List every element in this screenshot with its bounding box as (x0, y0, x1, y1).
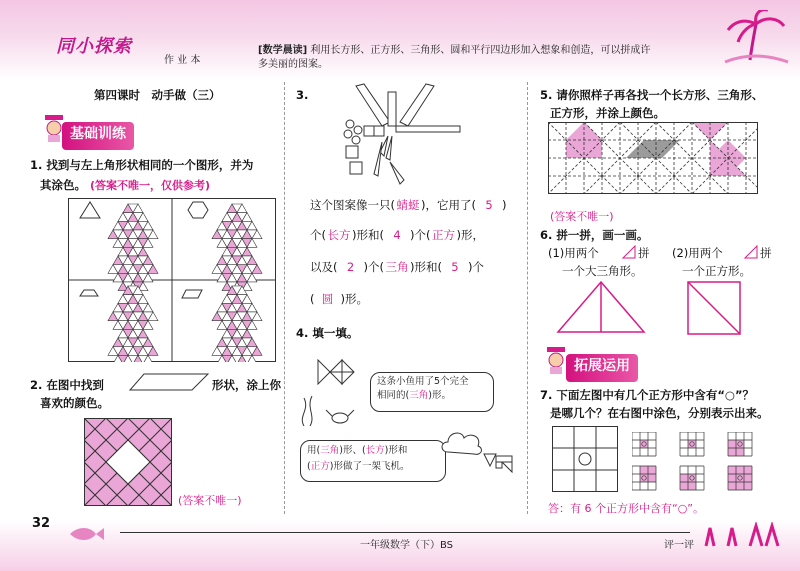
q3-answer-4: 4 (393, 228, 401, 242)
fish-speech-bubble (370, 372, 494, 412)
q5-dashed-grid (548, 122, 758, 194)
q3-text: )形， (456, 228, 484, 242)
q3-answer-5: 正方 (431, 228, 455, 242)
q7-answer-grids (632, 432, 772, 494)
student-mascot-icon (42, 112, 66, 142)
tip-label: [数学晨读] (258, 45, 308, 56)
q1-figure-grid (68, 198, 276, 362)
fish-icon (66, 524, 106, 544)
q3-text: )形和( (409, 260, 442, 274)
q5-text-line1: 5. 请你照样子再各找一个长方形、三角形、 (540, 88, 764, 102)
q4-title: 4. 填一填。 (296, 326, 359, 340)
q3-answer-3: 长方 (327, 228, 351, 242)
fish-figure (316, 356, 356, 390)
q3-text: 以及( (310, 260, 338, 274)
lesson-title: 第四课时 动手做（三） (94, 88, 221, 102)
bubble2-text: )形做了一架飞机。 (329, 461, 410, 472)
q2-hint: (答案不唯一) (178, 494, 242, 507)
small-triangle-icon (744, 245, 758, 259)
q7-text-line2: 是哪几个？在右图中涂色，分别表示出来。 (550, 406, 769, 420)
q6-part1-verb: 拼 (638, 246, 650, 260)
q5-text-line2: 正方形，并涂上颜色。 (550, 106, 665, 120)
bubble2-answer-2: 长方 (365, 445, 385, 456)
q5-hint: (答案不唯一) (550, 210, 614, 223)
bubble2-answer-3: 正方 (310, 461, 330, 472)
q6-part1-goal: 一个大三角形。 (562, 264, 643, 278)
footer-rating-text: 评一评 (664, 540, 694, 551)
bubble2-text: 用( (307, 445, 321, 456)
column-divider-1 (284, 82, 285, 514)
q3-answer-8: 5 (451, 260, 459, 274)
parallelogram-icon (128, 372, 210, 392)
q7-answer-grid (680, 466, 704, 490)
reading-tip (258, 44, 658, 72)
section-extend-badge: 拓展运用 (566, 354, 638, 382)
q3-text: )形。 (340, 292, 368, 306)
q7-text-line1: 7. 下面左图中有几个正方形中含有“○”？ (540, 388, 755, 402)
dragonfly-figure (326, 80, 466, 192)
bubble1-text: 相同的( (377, 390, 410, 401)
plane-figure (482, 446, 518, 476)
palm-tree-icon (720, 10, 790, 65)
cloud-icon (440, 428, 484, 458)
rating-hands-icon (702, 522, 780, 548)
q3-text: )个( (363, 260, 384, 274)
footer-rule (120, 532, 690, 533)
q3-answer-9: 圆 (321, 292, 334, 306)
footer-center-text: 一年级数学（下）BS (360, 540, 454, 551)
q2-text-line2: 喜欢的颜色。 (40, 396, 109, 410)
q3-answer-2: 5 (485, 198, 493, 212)
q6-part2-label: (2)用两个 (672, 246, 723, 260)
small-triangle-icon (622, 245, 636, 259)
q3-text: )，它用了( (421, 198, 476, 212)
q6-part1-label: (1)用两个 (548, 246, 599, 260)
bubble1-line1: 这条小鱼用了5个完全 (377, 376, 469, 387)
q1-hint: (答案不唯一，仅供参考) (90, 179, 211, 192)
workbook-tag: 作 业 本 (164, 55, 201, 66)
q3-text: 个( (310, 228, 326, 242)
q7-answer: 答：有 6 个正方形中含有“○”。 (548, 502, 704, 515)
seaweed-crab-icon (296, 388, 366, 428)
q3-text: )个 (467, 260, 484, 274)
q7-answer-grid (728, 432, 752, 456)
logo: 同小探索 (56, 36, 132, 57)
column-divider-2 (527, 82, 528, 514)
bubble2-answer-1: 三角 (320, 445, 340, 456)
bubble1-text: )形。 (428, 390, 451, 401)
q3-text: ( (310, 292, 315, 306)
q3-number: 3. (296, 88, 309, 102)
bubble2-text: )形、( (339, 445, 366, 456)
q6-part2-verb: 拼 (760, 246, 772, 260)
plane-speech-bubble (300, 440, 446, 482)
q6-part2-goal: 一个正方形。 (682, 264, 751, 278)
q7-answer-grid (632, 466, 656, 490)
q3-text: 这个图案像一只( (310, 198, 395, 212)
q3-answer-1: 蜻蜓 (396, 198, 420, 212)
big-triangle-drawing (556, 280, 646, 334)
q3-answer-7: 三角 (385, 260, 409, 274)
q1-text-line2: 其涂色。 (40, 178, 86, 192)
q3-answer-6: 2 (346, 260, 355, 274)
square-drawing (686, 280, 742, 336)
bubble2-text: )形和 (384, 445, 408, 456)
q7-answer-grid (632, 432, 656, 456)
q3-text: ) (501, 198, 507, 212)
q7-answer-grid (728, 466, 752, 490)
page-number: 32 (32, 516, 51, 531)
q7-answer-grid (680, 432, 704, 456)
tip-text: 利用长方形、正方形、三角形、圆和平行四边形加入想象和创造，可以拼成许多美丽的图案。 (258, 45, 651, 70)
student-mascot-icon (544, 344, 568, 374)
q3-text: )形和( (352, 228, 384, 242)
q3-text: )个( (409, 228, 431, 242)
q2-text-suffix: 形状，涂上你 (212, 378, 281, 392)
bubble2-text: ( (307, 461, 311, 472)
q2-square-figure (84, 418, 172, 506)
q1-text-line1: 1. 找到与左上角形状相同的一个图形，并为 (30, 158, 254, 172)
bubble1-answer: 三角 (409, 390, 429, 401)
q7-left-grid (552, 426, 618, 492)
q2-text-prefix: 2. 在图中找到 (30, 378, 104, 392)
section-basic-badge: 基础训练 (62, 122, 134, 150)
q6-title: 6. 拼一拼，画一画。 (540, 228, 649, 242)
